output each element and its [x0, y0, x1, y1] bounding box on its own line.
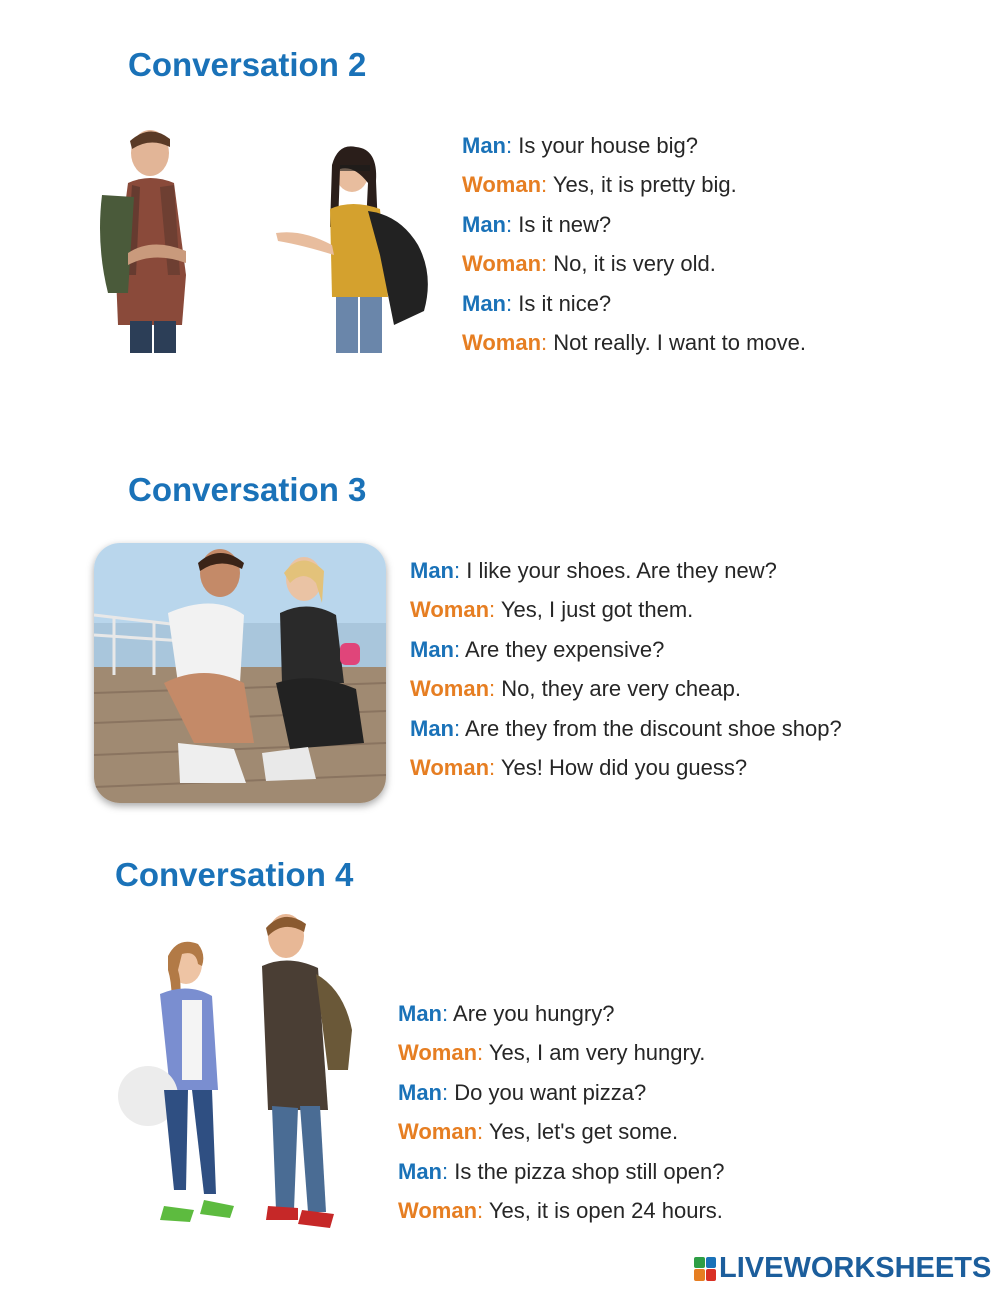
speaker-label: Woman: [462, 329, 542, 355]
line-text: No, they are very cheap.: [495, 676, 741, 702]
dialogue-line: Man: Are you hungry?: [398, 1001, 615, 1026]
line-text: No, it is very old.: [547, 251, 716, 277]
speaker-label: Man: [398, 1001, 442, 1026]
line-text: Yes! How did you guess?: [495, 754, 748, 780]
conversation-4-title: Conversation 4: [115, 856, 354, 893]
liveworksheets-logo: [694, 1252, 991, 1285]
dialogue-line: Woman: Yes! How did you guess?: [410, 754, 748, 780]
dialogue-line: Man: Are they from the discount shoe shop?: [410, 715, 842, 741]
speaker-label: Man: [462, 133, 506, 158]
dialogue-line: Woman: Yes, it is pretty big.: [462, 172, 737, 198]
speaker-label: Woman: [462, 251, 542, 277]
couple-tying-shoes-photo: [94, 543, 386, 803]
conversation-4-image: [112, 910, 366, 1234]
line-text: Not really. I want to move.: [547, 329, 806, 355]
line-text: I like your shoes. Are they new?: [460, 558, 777, 583]
line-text: Yes, let's get some.: [483, 1119, 679, 1145]
speaker-label: Woman: [410, 754, 490, 780]
speaker-label: Man: [462, 290, 506, 316]
speaker-label: Woman: [398, 1197, 478, 1223]
line-text: Is it nice?: [512, 290, 612, 316]
conversation-3-title: Conversation 3: [128, 471, 367, 508]
speaker-label: Woman: [398, 1119, 478, 1145]
dialogue-line: Woman: Yes, let's get some.: [398, 1119, 679, 1145]
speaker-label: Woman: [410, 676, 490, 702]
line-text: Do you want pizza?: [448, 1079, 647, 1105]
line-text: Are you hungry?: [448, 1001, 615, 1026]
conversation-2-title: Conversation 2: [128, 46, 367, 83]
dialogue-line: Woman: Yes, I just got them.: [410, 597, 694, 623]
conversation-2-dialogue: [462, 126, 806, 362]
dialogue-line: Man: Are they expensive?: [410, 636, 665, 662]
dialogue-line: Man: Do you want pizza?: [398, 1079, 647, 1105]
brand-name: LIVEWORKSHEETS: [719, 1252, 992, 1284]
speaker-label: Woman: [410, 597, 490, 623]
speaker-label: Woman: [462, 172, 542, 198]
conversation-2-image: [88, 125, 444, 357]
dialogue-line: Woman: Yes, it is open 24 hours.: [398, 1197, 723, 1223]
dialogue-line: Woman: Yes, I am very hungry.: [398, 1040, 706, 1066]
dialogue-line: Man: Is the pizza shop still open?: [398, 1158, 725, 1184]
conversation-3-dialogue: [410, 551, 842, 787]
line-text: Are they expensive?: [460, 636, 665, 662]
dialogue-line: Man: Is it nice?: [462, 290, 612, 316]
line-text: Yes, I am very hungry.: [483, 1040, 706, 1066]
dialogue-line: Man: I like your shoes. Are they new?: [410, 558, 777, 583]
dialogue-line: Woman: No, they are very cheap.: [410, 676, 741, 702]
liveworksheets-logo-icon: [694, 1257, 716, 1281]
line-text: Is the pizza shop still open?: [448, 1158, 725, 1184]
speaker-label: Man: [410, 636, 454, 662]
speaker-label: Man: [398, 1158, 442, 1184]
speaker-label: Man: [410, 558, 454, 583]
speaker-label: Man: [398, 1079, 442, 1105]
dialogue-line: Man: Is it new?: [462, 211, 612, 237]
speaker-label: Woman: [398, 1040, 478, 1066]
line-text: Yes, it is pretty big.: [547, 172, 737, 198]
speaker-label: Man: [462, 211, 506, 237]
line-text: Are they from the discount shoe shop?: [460, 715, 842, 741]
two-students-talking-illustration: [88, 125, 444, 357]
line-text: Is it new?: [512, 211, 612, 237]
dialogue-line: Woman: No, it is very old.: [462, 251, 716, 277]
conversation-3-image: [94, 543, 386, 803]
dialogue-line: Woman: Not really. I want to move.: [462, 329, 806, 355]
line-text: Is your house big?: [512, 133, 699, 158]
conversation-4-dialogue: [398, 994, 725, 1230]
line-text: Yes, I just got them.: [495, 597, 694, 623]
speaker-label: Man: [410, 715, 454, 741]
line-text: Yes, it is open 24 hours.: [483, 1197, 723, 1223]
dialogue-line: Man: Is your house big?: [462, 133, 699, 158]
teenagers-talking-illustration: [112, 910, 366, 1234]
